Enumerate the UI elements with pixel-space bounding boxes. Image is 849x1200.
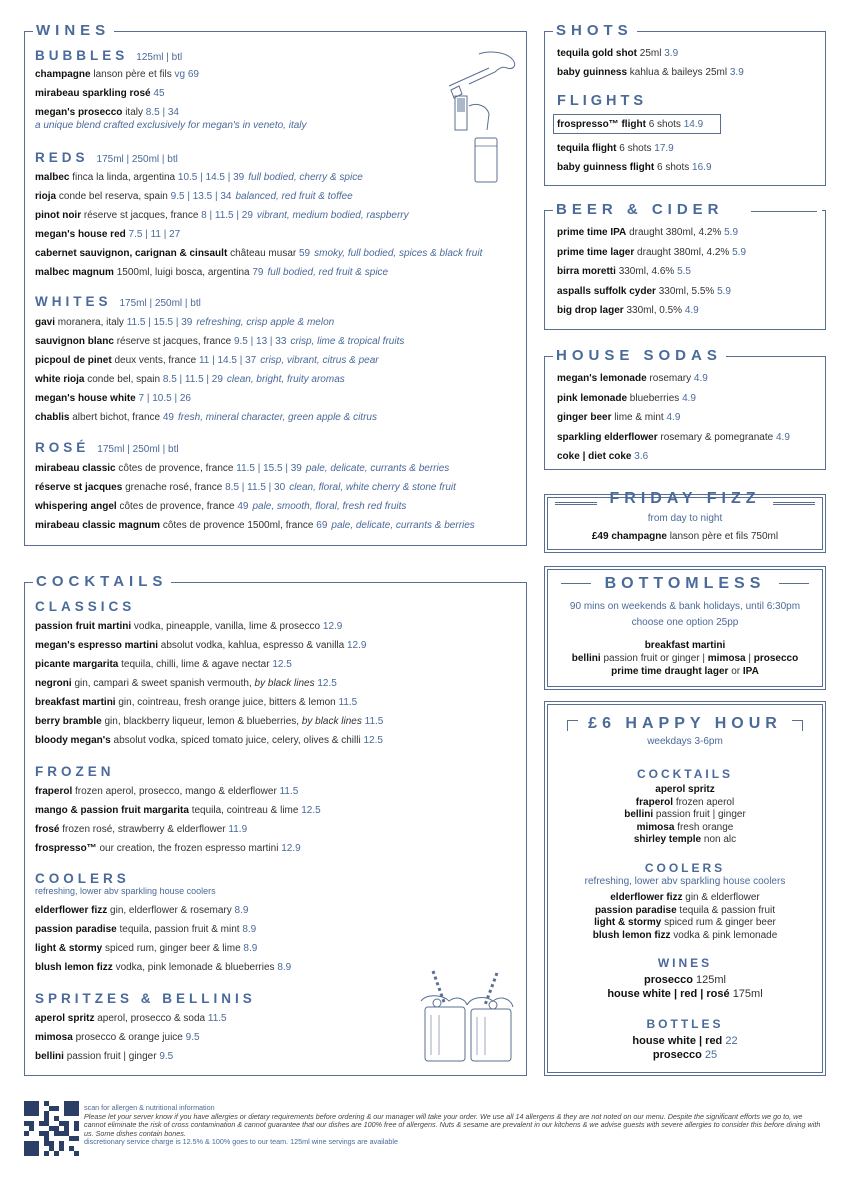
house-sodas-title: HOUSE SODAS bbox=[553, 347, 726, 365]
list-item: light & stormy spiced rum, ginger beer & lime 8.9 bbox=[35, 943, 258, 954]
coolers-list bbox=[35, 904, 291, 980]
list-item: aperol spritz aperol, prosecco & soda 11.5 bbox=[35, 1013, 227, 1024]
list-item: big drop lager 330ml, 0.5% 4.9 bbox=[557, 305, 699, 316]
list-item: megan's lemonade rosemary 4.9 bbox=[557, 373, 708, 384]
list-item: mirabeau classic magnum côtes de provence 1500ml, france 69 pale, delicate, currants & berries bbox=[35, 520, 475, 531]
footer-allergy-note: Please let your server know if you have allergies or dietary requirements before ordering & our manager will take your order. We use all 14 allergens & they are not noted on our menu. Despite the significant efforts we go to, we cannot eliminate the risk of cross contamination & cannot guarantee that our dishes are 100% free of allergens. Nuts & sesame are prevalent in our kitchens & we advise guests with severe allergies to consider this before dining with us. Some dishes contain bones. bbox=[84, 1111, 821, 1138]
bottomless-option-3: prime time draught lager or IPA bbox=[611, 666, 759, 677]
list-item: shirley temple non alc bbox=[633, 834, 737, 845]
list-item: sparkling elderflower rosemary & pomegranate 4.9 bbox=[557, 431, 790, 443]
list-item: tequila flight 6 shots 17.9 bbox=[557, 143, 674, 154]
list-item: passion paradise tequila & passion fruit bbox=[594, 904, 776, 916]
list-item: frospresso™ our creation, the frozen espresso martini 12.9 bbox=[35, 843, 301, 854]
friday-fizz-title: FRIDAY FIZZ bbox=[609, 490, 761, 507]
happy-hour-section bbox=[544, 701, 826, 1076]
list-item: fraperol frozen aperol, prosecco, mango & elderflower 11.5 bbox=[35, 786, 299, 797]
footer-text bbox=[84, 1104, 824, 1147]
list-item: mirabeau classic côtes de provence, france 11.5 | 15.5 | 39 pale, delicate, currants & berries bbox=[35, 463, 450, 474]
list-item: malbec magnum 1500ml, luigi bosca, argentina 79 full bodied, red fruit & spice bbox=[35, 267, 389, 278]
classics-heading: CLASSICS bbox=[35, 599, 136, 614]
rose-sizes: 175ml | 250ml | btl bbox=[97, 444, 179, 455]
spritzes-list bbox=[35, 1012, 227, 1069]
rose-list bbox=[35, 462, 475, 538]
whites-list bbox=[35, 316, 404, 430]
list-item: frospresso™ flight 6 shots 14.9 bbox=[557, 119, 704, 130]
list-item: malbec finca la linda, argentina 10.5 | 14.5 | 39 full bodied, cherry & spice bbox=[35, 172, 363, 183]
frozen-heading: FROZEN bbox=[35, 764, 115, 779]
happy-hour-subtitle: weekdays 3-6pm bbox=[647, 736, 723, 747]
list-item: fraperol frozen aperol bbox=[635, 796, 735, 808]
flights-heading: FLIGHTS bbox=[557, 93, 648, 109]
hh-coolers-list bbox=[545, 892, 825, 942]
reds-heading: REDS 175ml | 250ml | btl bbox=[35, 150, 178, 165]
list-item: white rioja conde bel, spain 8.5 | 11.5 | 29 clean, bright, fruity aromas bbox=[35, 374, 345, 385]
happy-hour-title: £6 HAPPY HOUR bbox=[588, 715, 782, 732]
hh-coolers-heading: COOLERS bbox=[644, 861, 726, 875]
whites-sizes: 175ml | 250ml | btl bbox=[119, 298, 201, 309]
reds-list bbox=[35, 171, 482, 285]
bubbles-list bbox=[35, 68, 307, 132]
list-item: breakfast martini gin, cointreau, fresh orange juice, bitters & lemon 11.5 bbox=[35, 697, 358, 708]
list-item: rioja conde bel reserva, spain 9.5 | 13.5 | 34 balanced, red fruit & toffee bbox=[35, 191, 353, 202]
list-item: baby guinness kahlua & baileys 25ml 3.9 bbox=[557, 67, 744, 78]
list-item: aspalls suffolk cyder 330ml, 5.5% 5.9 bbox=[557, 285, 731, 297]
list-item: whispering angel côtes de provence, france 49 pale, smooth, floral, fresh red fruits bbox=[35, 501, 407, 512]
classics-list bbox=[35, 620, 383, 753]
list-item: frosé frozen rosé, strawberry & elderflower 11.9 bbox=[35, 824, 248, 835]
list-item: mirabeau sparkling rosé 45 bbox=[35, 88, 165, 99]
list-item: negroni gin, campari & sweet spanish vermouth, by black lines 12.5 bbox=[35, 678, 337, 689]
cocktails-section bbox=[24, 573, 527, 1076]
list-item: picpoul de pinet deux vents, france 11 | 14.5 | 37 crisp, vibrant, citrus & pear bbox=[35, 355, 379, 366]
list-item: tequila gold shot 25ml 3.9 bbox=[557, 48, 679, 59]
list-item: prosecco 25 bbox=[652, 1049, 718, 1061]
hh-wines-list bbox=[545, 973, 825, 1001]
list-item: aperol spritz bbox=[655, 784, 715, 795]
bubbles-tagline: a unique blend crafted exclusively for megan's in veneto, italy bbox=[35, 120, 307, 131]
bottomless-option-2: bellini passion fruit or ginger | mimosa | prosecco bbox=[571, 653, 799, 664]
hh-bottles-list bbox=[545, 1034, 825, 1062]
coolers-subtitle: refreshing, lower abv sparkling house coolers bbox=[35, 886, 216, 896]
list-item: chablis albert bichot, france 49 fresh, mineral character, green apple & citrus bbox=[35, 412, 377, 423]
list-item: megan's prosecco italy 8.5 | 34 bbox=[35, 107, 179, 118]
beer-list bbox=[557, 226, 746, 324]
bottomless-line1: 90 mins on weekends & bank holidays, until 6:30pm bbox=[569, 601, 801, 612]
list-item: passion fruit martini vodka, pineapple, vanilla, lime & prosecco 12.9 bbox=[35, 621, 343, 632]
shots-title: SHOTS bbox=[553, 22, 637, 40]
list-item: prime time IPA draught 380ml, 4.2% 5.9 bbox=[557, 227, 739, 238]
sodas-list bbox=[557, 372, 790, 470]
beer-cider-section bbox=[544, 201, 826, 330]
list-item: blush lemon fizz vodka, pink lemonade & blueberries 8.9 bbox=[35, 962, 292, 973]
whites-heading: WHITES 175ml | 250ml | btl bbox=[35, 294, 201, 309]
list-item: picante margarita tequila, chilli, lime & agave nectar 12.5 bbox=[35, 659, 292, 670]
list-item: cabernet sauvignon, carignan & cinsault château musar 59 smoky, full bodied, spices & black fruit bbox=[35, 248, 483, 259]
list-item: light & stormy spiced rum & ginger beer bbox=[594, 917, 776, 928]
list-item: coke | diet coke 3.6 bbox=[557, 451, 649, 462]
bottomless-option-1: breakfast martini bbox=[644, 640, 726, 651]
list-item: megan's espresso martini absolut vodka, kahlua, espresso & vanilla 12.9 bbox=[35, 640, 367, 651]
bottomless-line2: choose one option 25pp bbox=[631, 617, 739, 628]
list-item: bloody megan's absolut vodka, spiced tomato juice, celery, olives & chilli 12.5 bbox=[35, 735, 383, 746]
house-sodas-section bbox=[544, 347, 826, 470]
list-item: mimosa prosecco & orange juice 9.5 bbox=[35, 1032, 200, 1043]
shots-list bbox=[557, 47, 744, 85]
footer-scan-note: scan for allergen & nutritional information bbox=[84, 1103, 215, 1112]
cocktail-glasses-illustration bbox=[413, 965, 521, 1065]
list-item: bellini passion fruit | ginger bbox=[624, 809, 746, 820]
rose-heading: ROSÉ 175ml | 250ml | btl bbox=[35, 440, 179, 455]
bubbles-sizes: 125ml | btl bbox=[136, 52, 183, 63]
shots-section bbox=[544, 22, 826, 186]
bottomless-section bbox=[544, 566, 826, 690]
list-item: gavi moranera, italy 11.5 | 15.5 | 39 refreshing, crisp apple & melon bbox=[35, 317, 335, 328]
list-item: sauvignon blanc réserve st jacques, france 9.5 | 13 | 33 crisp, lime & tropical fruits bbox=[35, 336, 405, 347]
footer-service-note: discretionary service charge is 12.5% & 100% goes to our team. 125ml wine servings are available bbox=[84, 1137, 399, 1147]
coolers-heading: COOLERS bbox=[35, 871, 130, 886]
bubbles-heading: BUBBLES 125ml | btl bbox=[35, 48, 183, 63]
list-item: elderflower fizz gin & elderflower bbox=[610, 892, 760, 903]
list-item: mimosa fresh orange bbox=[636, 821, 734, 833]
reds-sizes: 175ml | 250ml | btl bbox=[96, 154, 178, 165]
list-item: megan's house white 7 | 10.5 | 26 bbox=[35, 393, 191, 404]
list-item: berry bramble gin, blackberry liqueur, lemon & blueberries, by black lines 11.5 bbox=[35, 716, 384, 727]
hh-cocktails-list bbox=[545, 784, 825, 847]
list-item: réserve st jacques grenache rosé, france 8.5 | 11.5 | 30 clean, floral, white cherry & stone fruit bbox=[35, 482, 456, 493]
friday-fizz-subtitle: from day to night bbox=[647, 513, 723, 524]
flights-list bbox=[557, 118, 712, 180]
wines-title: WINES bbox=[33, 22, 114, 40]
list-item: house white | red 22 bbox=[632, 1035, 738, 1047]
list-item: passion paradise tequila, passion fruit & mint 8.9 bbox=[35, 924, 257, 935]
list-item: pinot noir réserve st jacques, france 8 | 11.5 | 29 vibrant, medium bodied, raspberry bbox=[35, 210, 409, 221]
friday-fizz-offer: £49 champagne lanson père et fils 750ml bbox=[591, 531, 779, 542]
list-item: ginger beer lime & mint 4.9 bbox=[557, 412, 681, 423]
frozen-list bbox=[35, 785, 321, 861]
list-item: birra moretti 330ml, 4.6% 5.5 bbox=[557, 266, 691, 277]
qr-code-icon[interactable] bbox=[24, 1101, 79, 1156]
cocktails-title: COCKTAILS bbox=[33, 573, 171, 591]
list-item: bellini passion fruit | ginger 9.5 bbox=[35, 1051, 174, 1062]
list-item: blush lemon fizz vodka & pink lemonade bbox=[592, 929, 778, 941]
hh-coolers-subtitle: refreshing, lower abv sparkling house coolers bbox=[584, 876, 786, 887]
champagne-pour-illustration bbox=[429, 46, 519, 186]
list-item: prime time lager draught 380ml, 4.2% 5.9 bbox=[557, 246, 747, 258]
friday-fizz-section bbox=[544, 490, 826, 553]
list-item: baby guinness flight 6 shots 16.9 bbox=[557, 162, 712, 173]
hh-wines-heading: WINES bbox=[657, 956, 713, 970]
list-item: elderflower fizz gin, elderflower & rosemary 8.9 bbox=[35, 905, 249, 916]
list-item: champagne lanson père et fils vg 69 bbox=[35, 69, 199, 80]
hh-bottles-heading: BOTTLES bbox=[646, 1017, 724, 1031]
list-item: house white | red | rosé 175ml bbox=[607, 988, 763, 1000]
bottomless-title: BOTTOMLESS bbox=[604, 575, 766, 592]
spritzes-heading: SPRITZES & BELLINIS bbox=[35, 991, 256, 1006]
hh-cocktails-heading: COCKTAILS bbox=[636, 767, 734, 781]
list-item: megan's house red 7.5 | 11 | 27 bbox=[35, 229, 181, 240]
list-item: mango & passion fruit margarita tequila, cointreau & lime 12.5 bbox=[35, 805, 321, 816]
list-item: prosecco 125ml bbox=[644, 974, 726, 986]
wines-section bbox=[24, 22, 527, 546]
beer-cider-title: BEER & CIDER bbox=[553, 201, 822, 219]
list-item: pink lemonade blueberries 4.9 bbox=[557, 392, 696, 404]
